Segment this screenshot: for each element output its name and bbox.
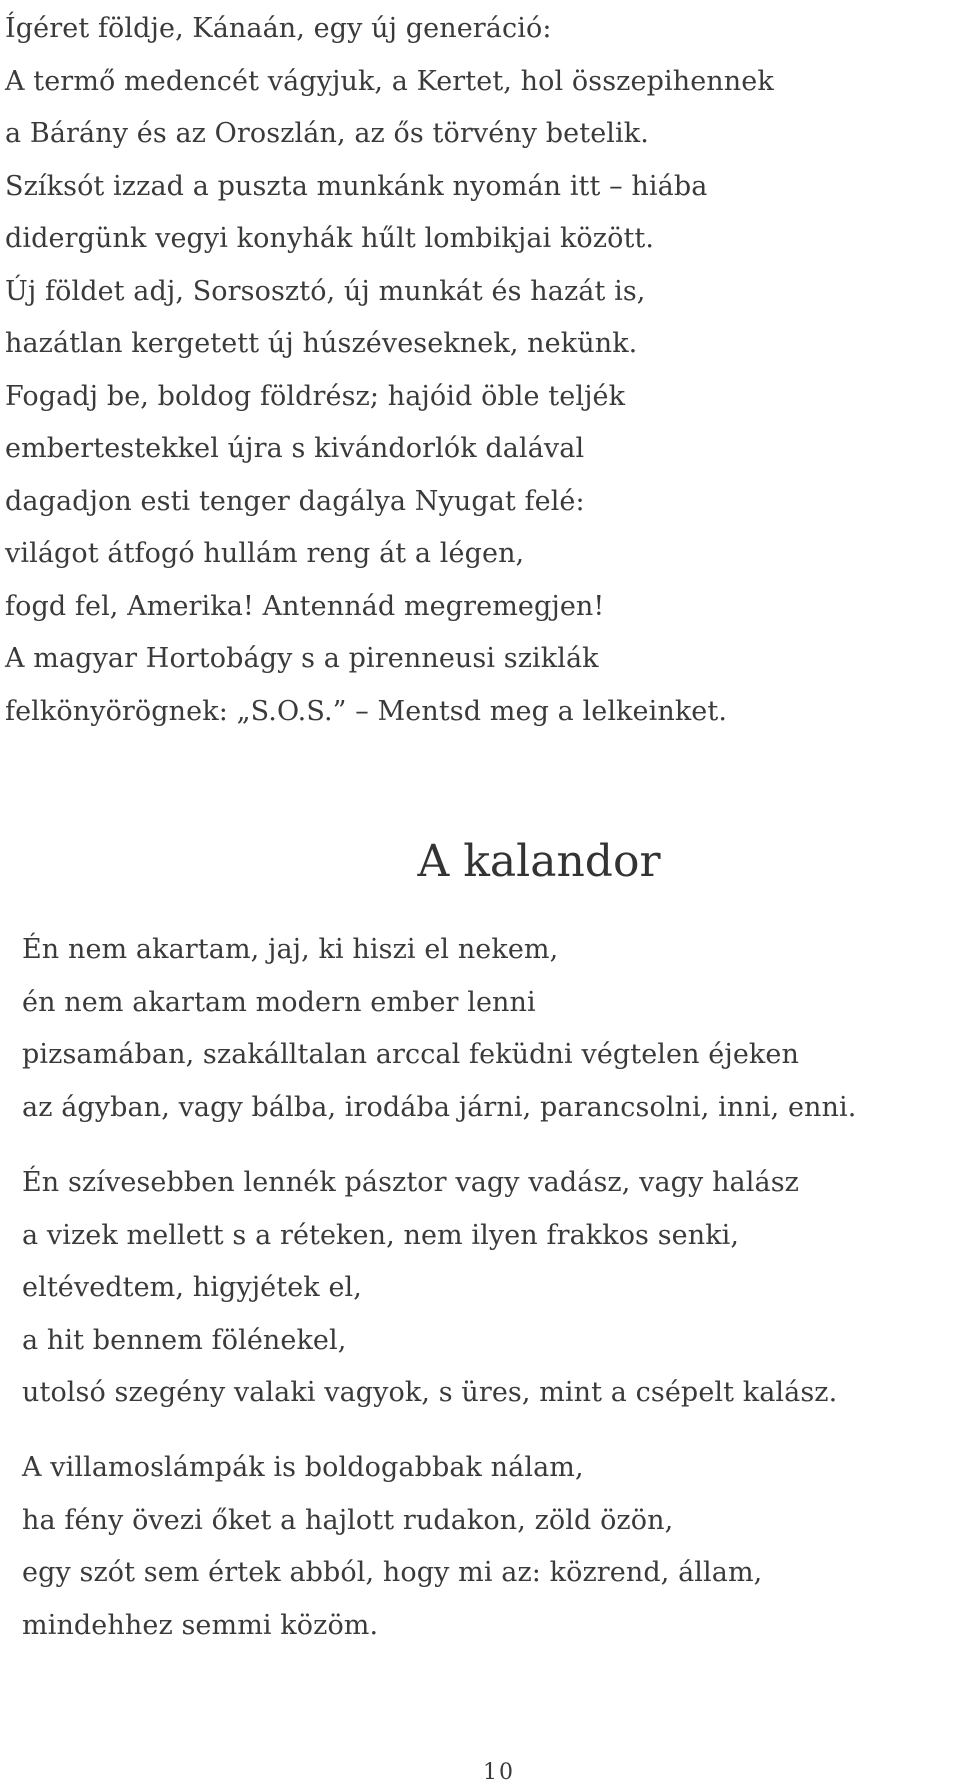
verse-line: mindehhez semmi közöm. bbox=[22, 1609, 379, 1641]
verse-line: didergünk vegyi konyhák hűlt lombikjai között. bbox=[5, 223, 655, 254]
stanza-3 bbox=[22, 1442, 762, 1652]
verse-line: Én nem akartam, jaj, ki hiszi el nekem, bbox=[22, 934, 559, 965]
poem-title: A kalandor bbox=[417, 836, 661, 887]
verse-line: a Bárány és az Oroszlán, az ős törvény betelik. bbox=[5, 118, 649, 149]
verse-line: A villamoslámpák is boldogabbak nálam, bbox=[22, 1452, 584, 1483]
verse-line: embertestekkel újra s kivándorlók dalával bbox=[5, 433, 585, 464]
verse-line: eltévedtem, higyjétek el, bbox=[22, 1272, 362, 1303]
verse-line: Ígéret földje, Kánaán, egy új generáció: bbox=[5, 13, 552, 44]
verse-line: Szíksót izzad a puszta munkánk nyomán itt – hiába bbox=[5, 170, 708, 202]
verse-line: fogd fel, Amerika! Antennád megremegjen! bbox=[5, 590, 605, 622]
verse-line: világot átfogó hullám reng át a légen, bbox=[5, 538, 525, 569]
verse-line: az ágyban, vagy bálba, irodába járni, parancsolni, inni, enni. bbox=[22, 1091, 857, 1123]
verse-line: ha fény övezi őket a hajlott rudakon, zöld özön, bbox=[22, 1504, 674, 1536]
stanza-2 bbox=[22, 1157, 837, 1420]
verse-line: én nem akartam modern ember lenni bbox=[22, 986, 536, 1018]
verse-line: hazátlan kergetett új húszéveseknek, nekünk. bbox=[5, 328, 638, 359]
stanza-1 bbox=[22, 924, 856, 1134]
verse-line: Új földet adj, Sorsosztó, új munkát és hazát is, bbox=[5, 275, 646, 307]
verse-line: felkönyörögnek: „S.O.S.” – Mentsd meg a lelkeinket. bbox=[5, 695, 727, 727]
verse-line: A termő medencét vágyjuk, a Kertet, hol összepihennek bbox=[5, 65, 774, 97]
verse-line: utolsó szegény valaki vagyok, s üres, mint a csépelt kalász. bbox=[22, 1377, 838, 1408]
verse-line: A magyar Hortobágy s a pirenneusi sziklák bbox=[5, 643, 599, 674]
verse-line: egy szót sem értek abból, hogy mi az: közrend, állam, bbox=[22, 1557, 763, 1588]
verse-line: Fogadj be, boldog földrész; hajóid öble teljék bbox=[5, 380, 626, 412]
verse-line: dagadjon esti tenger dagálya Nyugat felé: bbox=[5, 485, 585, 517]
verse-line: a vizek mellett s a réteken, nem ilyen frakkos senki, bbox=[22, 1219, 740, 1251]
previous-poem-ending bbox=[5, 3, 774, 738]
page-number: 10 bbox=[483, 1760, 515, 1785]
verse-line: pizsamában, szakálltalan arccal feküdni végtelen éjeken bbox=[22, 1039, 799, 1070]
verse-line: a hit bennem fölénekel, bbox=[22, 1324, 347, 1356]
verse-line: Én szívesebben lennék pásztor vagy vadász, vagy halász bbox=[22, 1167, 799, 1198]
